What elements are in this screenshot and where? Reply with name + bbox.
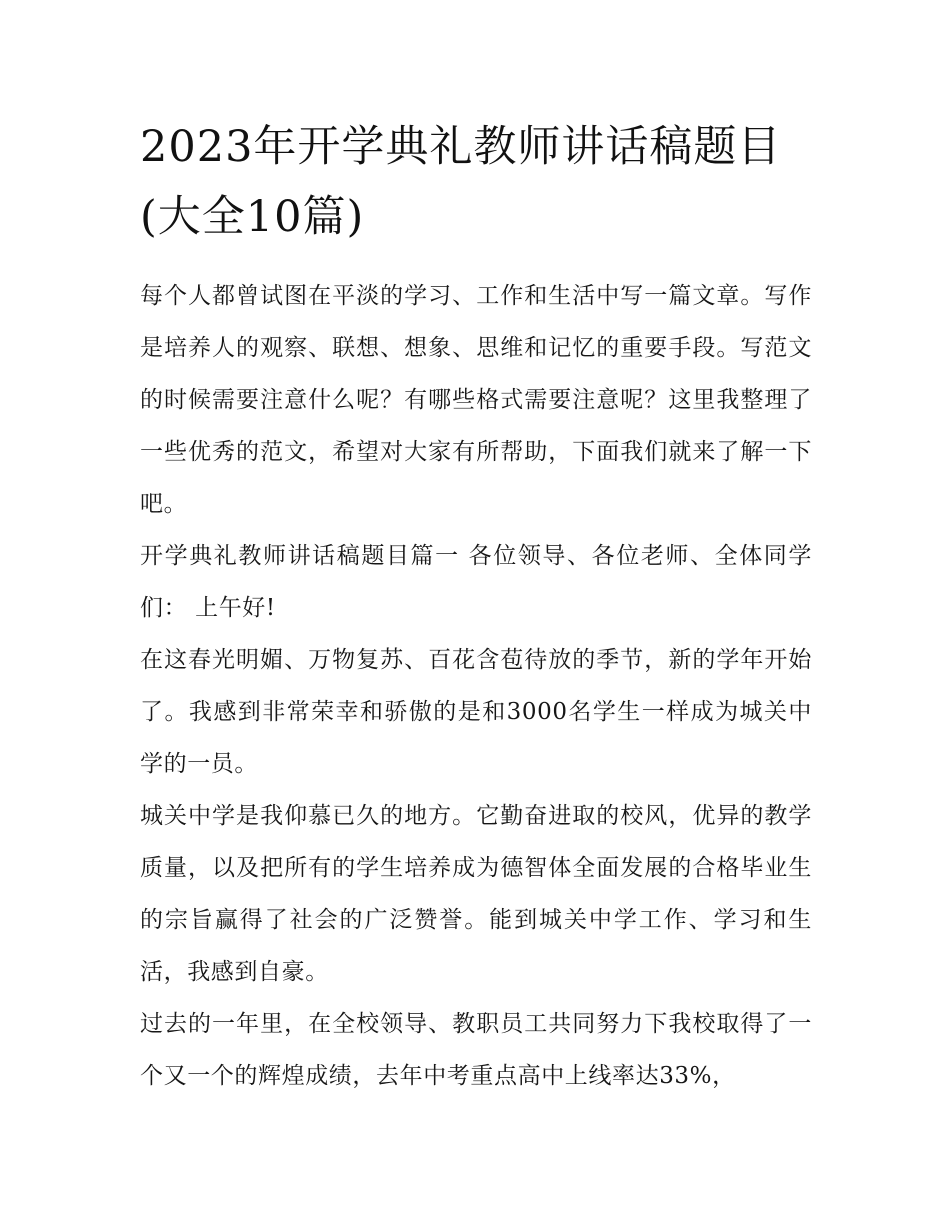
body-paragraph: 过去的一年里，在全校领导、教职员工共同努力下我校取得了一个又一个的辉煌成绩，去年中考重点高中上线率达33%， <box>140 1011 812 1089</box>
body-paragraph: 在这春光明媚、万物复苏、百花含苞待放的季节，新的学年开始了。我感到非常荣幸和骄傲的是和3000名学生一样成为城关中学的一员。 <box>140 647 812 777</box>
document-title: 2023年开学典礼教师讲话稿题目(大全10篇) <box>140 122 782 242</box>
document-body <box>140 112 812 1102</box>
intro-paragraph: 每个人都曾试图在平淡的学习、工作和生活中写一篇文章。写作是培养人的观察、联想、想象、思维和记忆的重要手段。写范文的时候需要注意什么呢？有哪些格式需要注意呢？这里我整理了一些优秀的范文，希望对大家有所帮助，下面我们就来了解一下吧。 <box>140 283 812 517</box>
speech-heading-paragraph: 开学典礼教师讲话稿题目篇一 各位领导、各位老师、全体同学们： 上午好! <box>140 543 812 621</box>
body-paragraph: 城关中学是我仰慕已久的地方。它勤奋进取的校风，优异的教学质量，以及把所有的学生培养成为德智体全面发展的合格毕业生的宗旨赢得了社会的广泛赞誉。能到城关中学工作、学习和生活，我感到自豪。 <box>140 803 812 985</box>
